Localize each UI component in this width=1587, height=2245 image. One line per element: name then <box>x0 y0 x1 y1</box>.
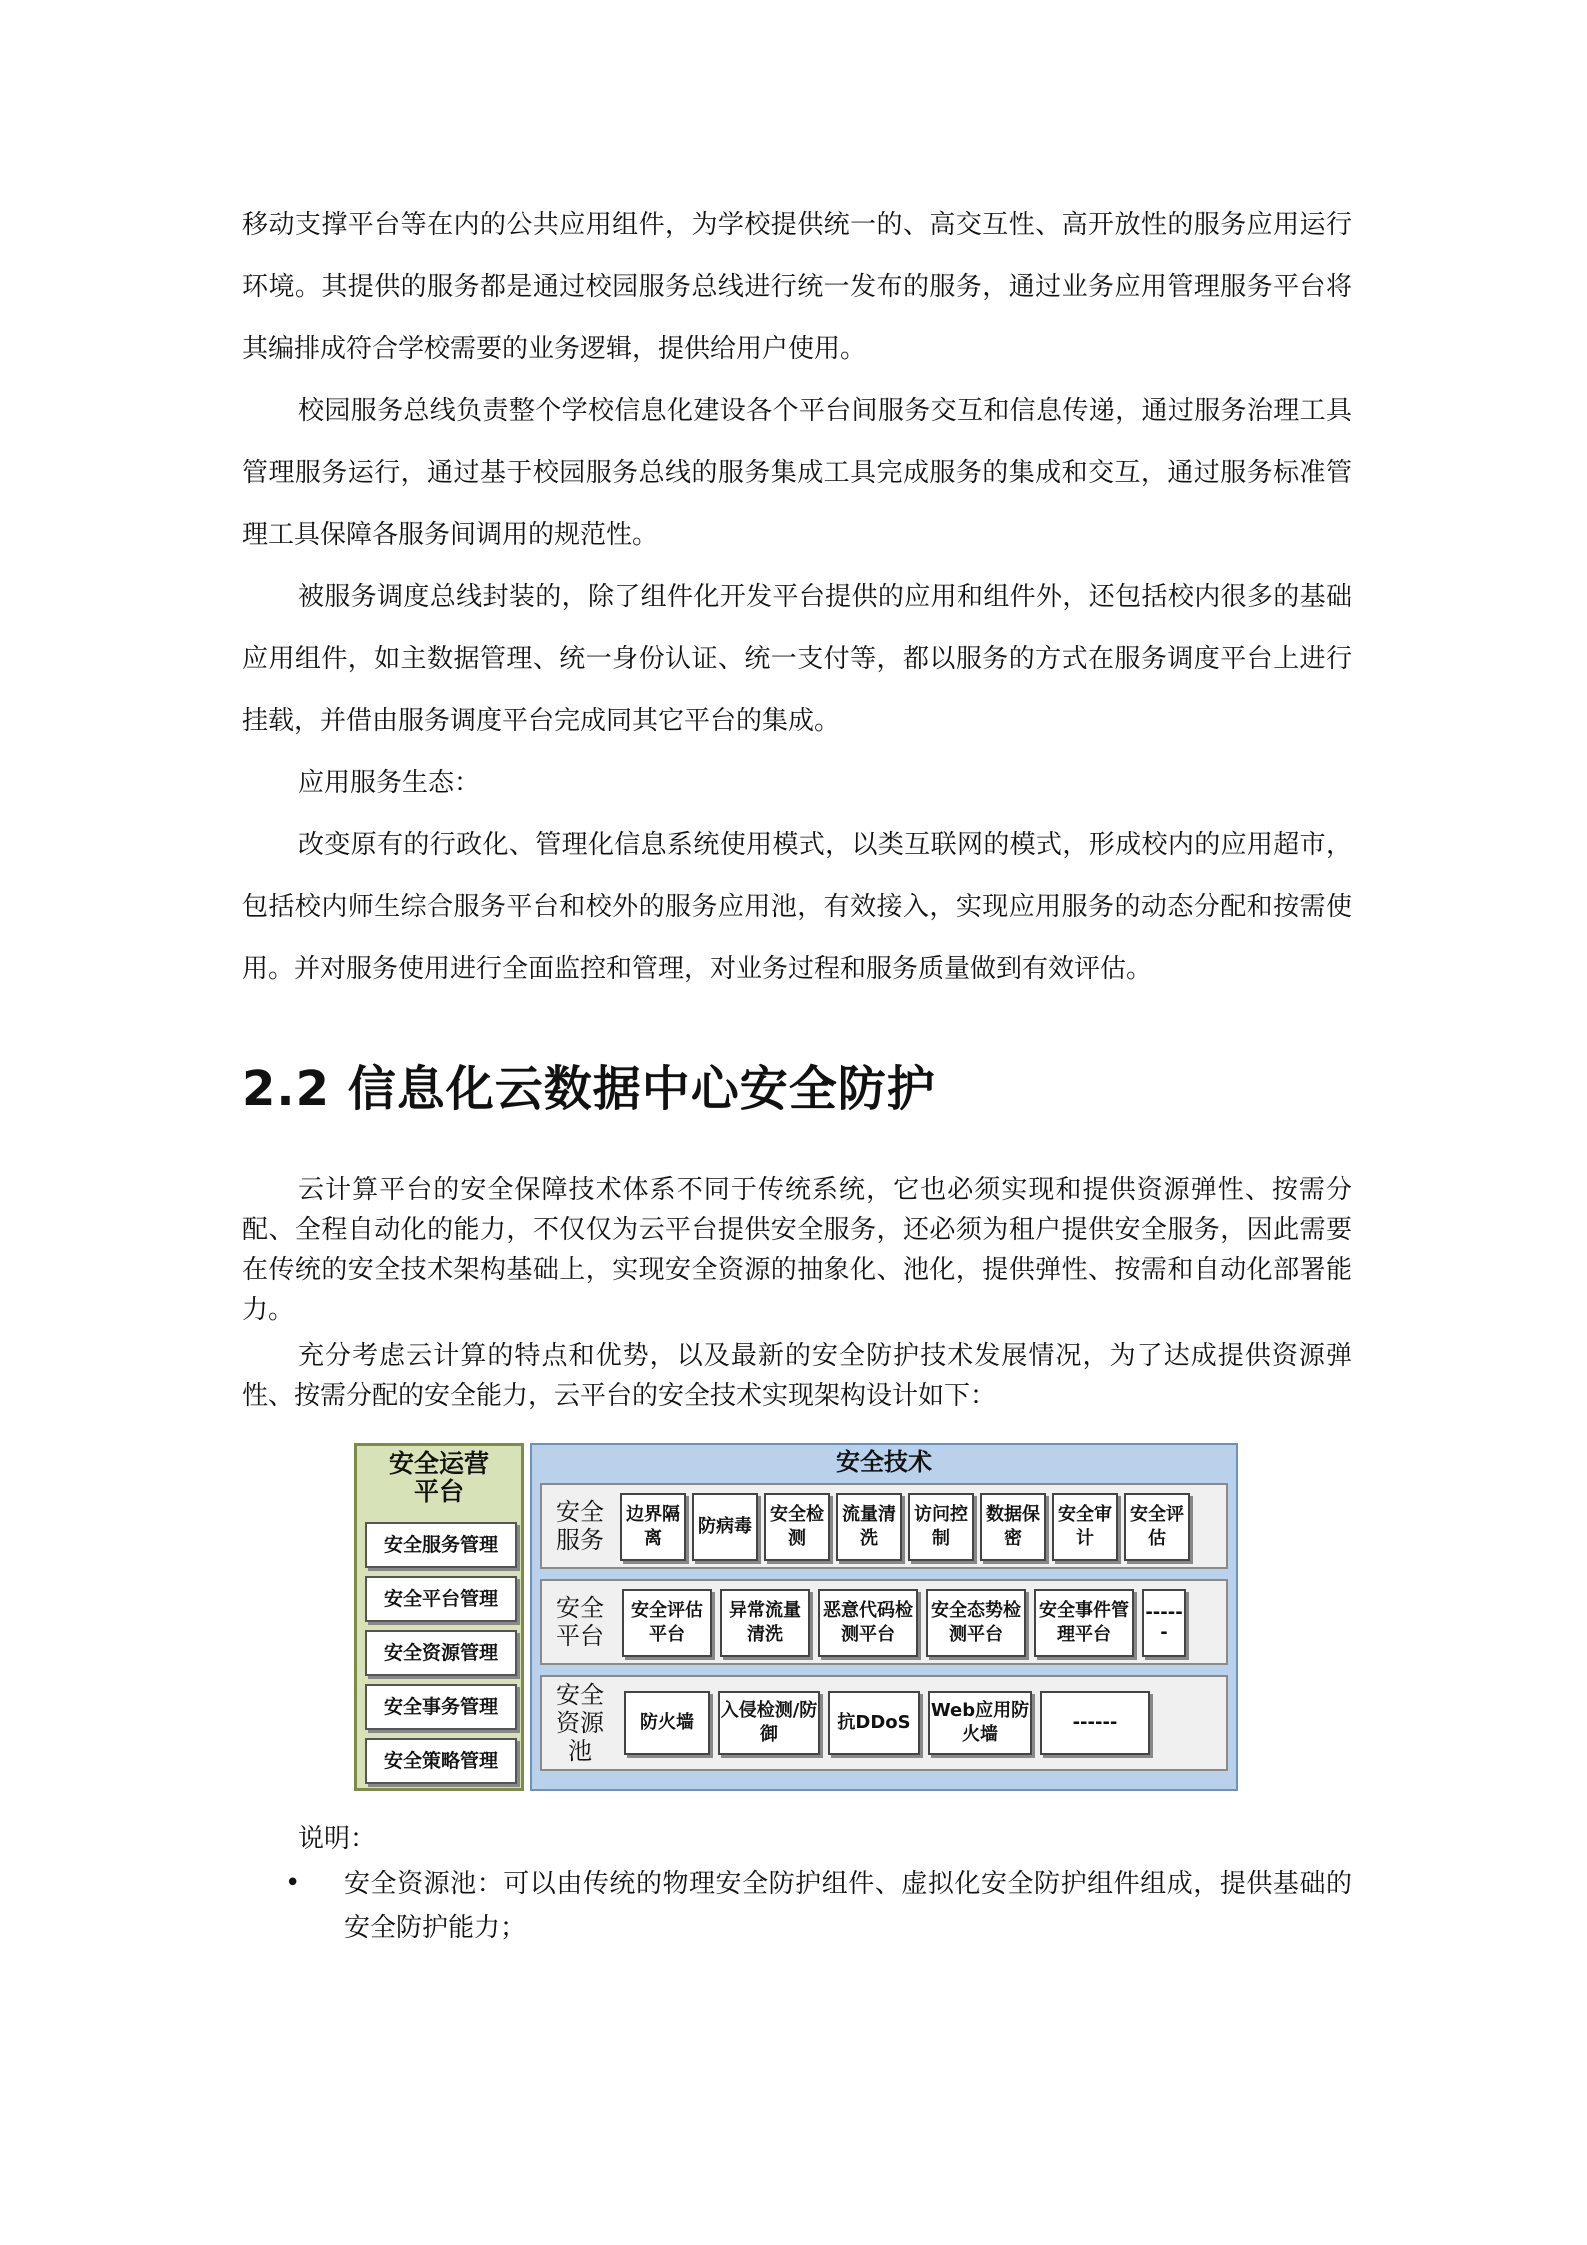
row-label: 安全服务 <box>556 1498 604 1554</box>
tech-title: 安全技术 <box>836 1448 932 1476</box>
platform-item: 恶意代码检测平台 <box>818 1589 918 1657</box>
bullet-item: 安全资源池：可以由传统的物理安全防护组件、虚拟化安全防护组件组成，提供基础的安全防护能力； <box>344 1869 1352 1943</box>
pool-item: Web应用防火墙 <box>928 1691 1032 1755</box>
pool-item: 防火墙 <box>624 1691 710 1755</box>
ops-item: 安全事务管理 <box>365 1684 517 1730</box>
service-item: 数据保密 <box>980 1493 1046 1561</box>
ops-item: 安全策略管理 <box>365 1738 517 1784</box>
ops-item: 安全资源管理 <box>365 1630 517 1676</box>
paragraph: 校园服务总线负责整个学校信息化建设各个平台间服务交互和信息传递，通过服务治理工具管理服务运行，通过基于校园服务总线的服务集成工具完成服务的集成和交互，通过服务标准管理工具保障各服务间调用的规范性。 <box>242 396 1352 550</box>
ops-item: 安全平台管理 <box>365 1576 517 1622</box>
security-technology-panel <box>530 1443 1238 1791</box>
section2-text <box>242 1170 1352 1416</box>
service-item: 安全检测 <box>764 1493 830 1561</box>
service-item: 安全审计 <box>1052 1493 1118 1561</box>
paragraph: 被服务调度总线封装的，除了组件化开发平台提供的应用和组件外，还包括校内很多的基础应用组件，如主数据管理、统一身份认证、统一支付等，都以服务的方式在服务调度平台上进行挂载，并借由服务调度平台完成同其它平台的集成。 <box>242 582 1352 736</box>
platform-item: 安全事件管理平台 <box>1034 1589 1134 1657</box>
note-label: 说明： <box>298 1824 377 1854</box>
service-item: 防病毒 <box>692 1493 758 1561</box>
pool-item-more: ------ <box>1040 1691 1150 1755</box>
paragraph: 充分考虑云计算的特点和优势，以及最新的安全防护技术发展情况，为了达成提供资源弹性、按需分配的安全能力，云平台的安全技术实现架构设计如下： <box>242 1341 1352 1411</box>
paragraph: 云计算平台的安全保障技术体系不同于传统系统，它也必须实现和提供资源弹性、按需分配、全程自动化的能力，不仅仅为云平台提供安全服务，还必须为租户提供安全服务，因此需要在传统的安全技术架构基础上，实现安全资源的抽象化、池化，提供弹性、按需和自动化部署能力。 <box>242 1175 1352 1325</box>
section1-text <box>242 194 1352 1000</box>
platform-item: 安全态势检测平台 <box>926 1589 1026 1657</box>
pool-item: 抗DDoS <box>828 1691 920 1755</box>
row-label: 安全资源池 <box>556 1681 604 1765</box>
paragraph: 移动支撑平台等在内的公共应用组件，为学校提供统一的、高交互性、高开放性的服务应用运行环境。其提供的服务都是通过校园服务总线进行统一发布的服务，通过业务应用管理服务平台将其编排成符合学校需要的业务逻辑，提供给用户使用。 <box>242 210 1352 364</box>
row-label: 安全平台 <box>556 1594 604 1650</box>
security-platform-row <box>540 1579 1228 1665</box>
platform-item: 异常流量清洗 <box>720 1589 810 1657</box>
security-architecture-diagram <box>354 1443 1238 1791</box>
service-item: 安全评估 <box>1124 1493 1190 1561</box>
pool-item: 入侵检测/防御 <box>718 1691 820 1755</box>
section-heading: 2.2 信息化云数据中心安全防护 <box>242 1061 936 1117</box>
service-item: 访问控制 <box>908 1493 974 1561</box>
ops-item: 安全服务管理 <box>365 1522 517 1568</box>
paragraph: 改变原有的行政化、管理化信息系统使用模式，以类互联网的模式，形成校内的应用超市，包括校内师生综合服务平台和校外的服务应用池，有效接入，实现应用服务的动态分配和按需使用。并对服务使用进行全面监控和管理，对业务过程和服务质量做到有效评估。 <box>242 830 1352 984</box>
bullet-icon: • <box>285 1868 301 1898</box>
security-service-row <box>540 1483 1228 1569</box>
service-item: 边界隔离 <box>620 1493 686 1561</box>
paragraph-subheading: 应用服务生态： <box>298 768 481 798</box>
platform-item-more: ------ <box>1142 1589 1186 1657</box>
security-operations-panel <box>354 1443 524 1791</box>
platform-item: 安全评估平台 <box>622 1589 712 1657</box>
service-item: 流量清洗 <box>836 1493 902 1561</box>
security-resource-pool-row <box>540 1675 1228 1771</box>
ops-title: 安全运营 平台 <box>388 1449 489 1506</box>
